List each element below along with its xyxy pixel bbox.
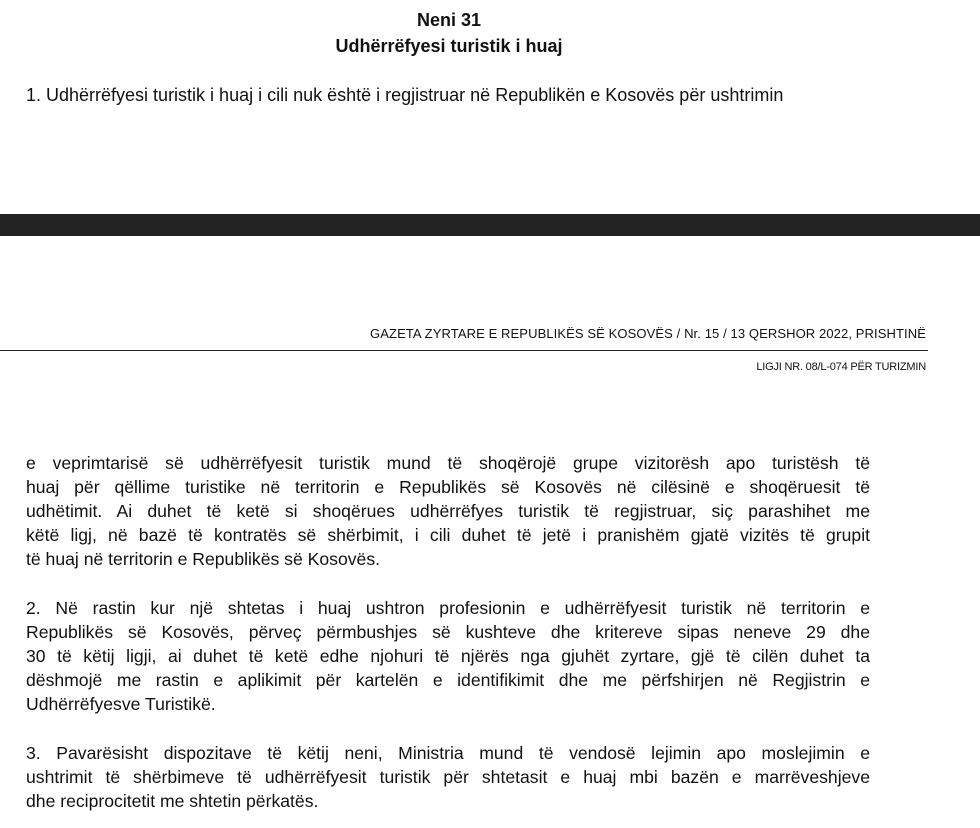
paragraph-3: [26, 741, 870, 813]
text-line: 3. Pavarësisht dispozitave të këtij neni, Ministria mund të vendosë lejimin apo moslejimin e: [26, 743, 870, 763]
text-line: 30 të këtij ligji, ai duhet të ketë edhe njohuri të njërës nga gjuhët zyrtare, gjë të cilën duhet ta: [26, 646, 870, 666]
page-divider: [0, 214, 980, 236]
text-line: të huaj në territorin e Republikës së Kosovës.: [26, 549, 381, 569]
text-line: Udhërrëfyesve Turistikë.: [26, 694, 216, 714]
text-line: udhëtimit. Ai duhet të ketë si shoqërues udhërrëfyes turistik të regjistruar, siç parashihet me: [26, 501, 870, 521]
text-line: e veprimtarisë së udhërrëfyesit turistik mund të shoqërojë grupe vizitorësh apo turistësh të: [26, 453, 870, 473]
header-rule: [0, 350, 928, 351]
law-header: LIGJI NR. 08/L-074 PËR TURIZMIN: [756, 361, 926, 373]
paragraph-1-continued: [26, 451, 870, 571]
paragraph-2: [26, 596, 870, 716]
text-line: 2. Në rastin kur një shtetas i huaj ushtron profesionin e udhërrëfyesit turistik në territorin e: [26, 598, 870, 618]
text-line: dhe reciprocitetit me shtetin përkatës.: [26, 791, 319, 811]
text-line: këtë ligj, në bazë të kontratës së shërbimit, i cili duhet të jetë i pranishëm gjatë vizitës të grupit: [26, 525, 870, 545]
text-line: Republikës së Kosovës, përveç përmbushjes së kushteve dhe kritereve sipas neneve 29 dhe: [26, 622, 870, 642]
text-line: ushtrimit të shërbimeve të udhërrëfyesit turistik për shtetasit e huaj mbi bazën e marrëveshjeve: [26, 767, 870, 787]
text-line: dëshmojë me rastin e aplikimit për kartelën e identifikimit dhe me përfshirjen në Regjistrin e: [26, 670, 870, 690]
article-title: Udhërrëfyesi turistik i huaj: [335, 36, 563, 56]
gazette-header: GAZETA ZYRTARE E REPUBLIKËS SË KOSOVËS / Nr. 15 / 13 QERSHOR 2022, PRISHTINË: [370, 326, 926, 341]
paragraph-1-start: 1. Udhërrëfyesi turistik i huaj i cili nuk është i regjistruar në Republikën e Kosovës për ushtrimin: [26, 85, 784, 105]
article-number: Neni 31: [416, 10, 482, 30]
text-line: huaj për qëllime turistike në territorin e Republikës së Kosovës në cilësinë e shoqëruesit të: [26, 477, 870, 497]
